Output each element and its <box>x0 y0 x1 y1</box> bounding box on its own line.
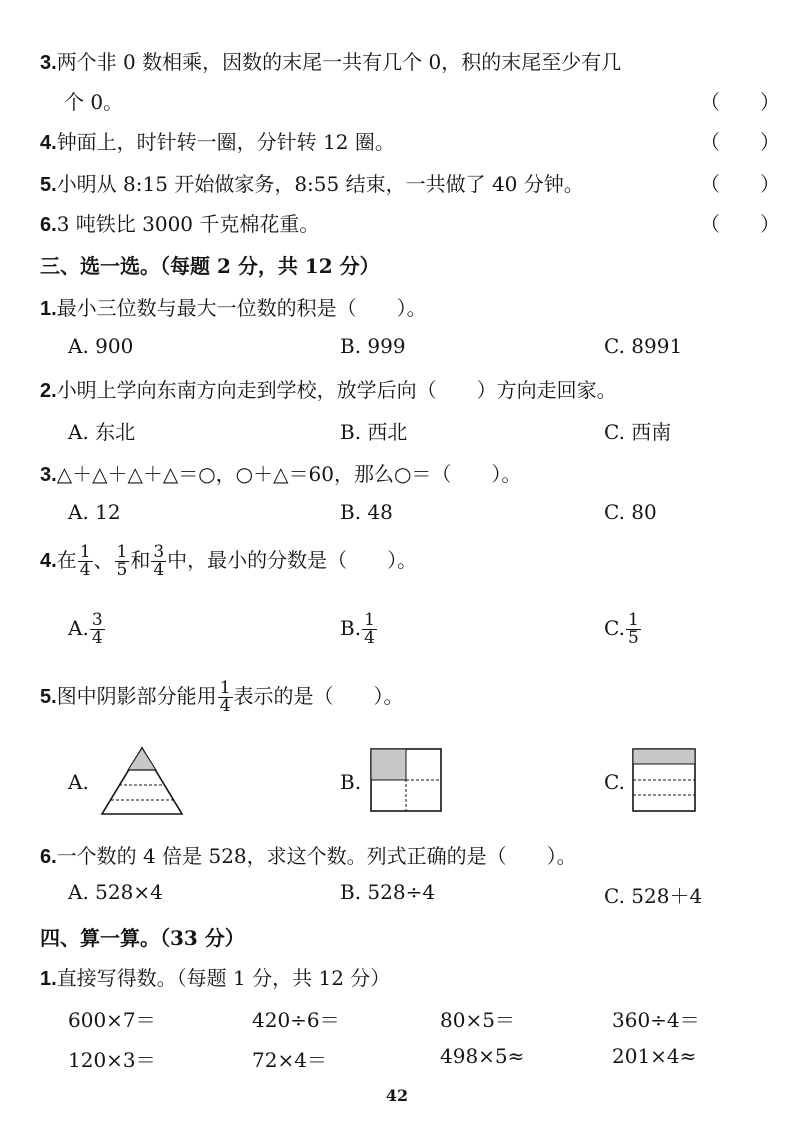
q-number: 5. <box>40 686 57 708</box>
denominator: 4 <box>79 560 91 580</box>
answer-paren[interactable]: （ ） <box>700 212 780 236</box>
numerator: 3 <box>91 610 103 630</box>
triangle-figure <box>100 746 184 816</box>
q-number: 3. <box>40 52 57 74</box>
option-b[interactable]: B. <box>340 770 362 794</box>
answer-paren[interactable]: （ ） <box>700 172 780 196</box>
option-c[interactable]: C. 528＋4 <box>604 884 703 908</box>
square-figure <box>370 748 442 812</box>
denominator: 4 <box>364 628 375 648</box>
fraction <box>115 544 130 579</box>
option-c[interactable]: C. 8991 <box>604 334 683 358</box>
calc-item[interactable]: 80×5＝ <box>440 1008 515 1032</box>
answer-paren[interactable]: （ ） <box>700 130 780 154</box>
calc-item[interactable]: 72×4＝ <box>252 1048 327 1072</box>
option-c[interactable]: C. 80 <box>604 500 657 524</box>
q-text: 最小三位数与最大一位数的积是（ ）。 <box>56 296 427 320</box>
option-a[interactable]: A. 900 <box>68 334 134 358</box>
option-label: B. <box>340 616 362 640</box>
q-text: 小明从 8:15 开始做家务，8:55 结束，一共做了 40 分钟。 <box>56 172 584 196</box>
q-text: 中，最小的分数是（ ）。 <box>167 548 418 572</box>
numerator: 1 <box>219 678 231 698</box>
q-number: 6. <box>40 846 57 868</box>
option-a[interactable]: A. <box>68 770 89 794</box>
choice-q6 <box>40 840 577 869</box>
judge-q3-line2: 个 0。 <box>64 90 124 114</box>
fraction <box>78 544 93 579</box>
numerator: 1 <box>364 610 375 630</box>
section4-title: 四、算一算。（33 分） <box>40 926 245 950</box>
q-number: 3. <box>40 464 57 486</box>
option-a[interactable]: A. 12 <box>68 500 121 524</box>
page-number: 42 <box>385 1086 409 1105</box>
q-text: 图中阴影部分能用 <box>56 684 217 708</box>
option-b[interactable]: B. 48 <box>340 500 393 524</box>
q-text: 在 <box>56 548 77 572</box>
q-text: 直接写得数。（每题 1 分，共 12 分） <box>56 966 391 990</box>
q-text: 钟面上，时针转一圈，分针转 12 圈。 <box>56 130 395 154</box>
fraction <box>362 612 377 647</box>
option-label: A. <box>68 616 89 640</box>
choice-q5 <box>40 680 404 715</box>
numerator: 1 <box>627 610 639 630</box>
answer-paren[interactable]: （ ） <box>700 90 780 114</box>
option-b[interactable] <box>340 612 378 647</box>
q-number: 4. <box>40 550 57 572</box>
denominator: 4 <box>91 628 103 648</box>
numerator: 1 <box>116 542 128 562</box>
judge-q4 <box>40 126 395 155</box>
denominator: 4 <box>153 560 165 580</box>
q-number: 2. <box>40 380 57 402</box>
section3-title: 三、选一选。（每题 2 分，共 12 分） <box>40 254 380 278</box>
judge-q3-line1 <box>40 46 621 75</box>
calc-item[interactable]: 498×5≈ <box>440 1044 525 1068</box>
option-a[interactable] <box>68 612 106 647</box>
option-c[interactable]: C. 西南 <box>604 420 672 444</box>
calc-item[interactable]: 600×7＝ <box>68 1008 156 1032</box>
calc-item[interactable]: 201×4≈ <box>612 1044 697 1068</box>
calc-item[interactable]: 360÷4＝ <box>612 1008 700 1032</box>
calc-q1 <box>40 962 390 991</box>
q-number: 1. <box>40 298 57 320</box>
option-b[interactable]: B. 西北 <box>340 420 408 444</box>
q-number: 6. <box>40 214 57 236</box>
fraction <box>90 612 105 647</box>
choice-q2 <box>40 374 617 403</box>
q-text: 一个数的 4 倍是 528，求这个数。列式正确的是（ ）。 <box>56 844 577 868</box>
fraction <box>626 612 641 647</box>
q-text: 小明上学向东南方向走到学校，放学后向（ ）方向走回家。 <box>56 378 617 402</box>
denominator: 5 <box>627 628 639 648</box>
denominator: 4 <box>219 696 231 716</box>
q-number: 1. <box>40 968 57 990</box>
calc-item[interactable]: 420÷6＝ <box>252 1008 340 1032</box>
option-label: C. <box>604 616 625 640</box>
q-text: 3 吨铁比 3000 千克棉花重。 <box>56 212 320 236</box>
q-text: 两个非 0 数相乘，因数的末尾一共有几个 0，积的末尾至少有几 <box>56 50 622 74</box>
judge-q5 <box>40 168 584 197</box>
rectangle-figure <box>632 748 696 812</box>
option-a[interactable]: A. 东北 <box>68 420 136 444</box>
judge-q6 <box>40 208 319 237</box>
option-b[interactable]: B. 528÷4 <box>340 880 436 904</box>
choice-q3 <box>40 458 521 487</box>
calc-item[interactable]: 120×3＝ <box>68 1048 156 1072</box>
q-text: 和 <box>130 548 151 572</box>
choice-q4 <box>40 544 417 579</box>
option-c[interactable]: C. <box>604 770 625 794</box>
numerator: 1 <box>79 542 91 562</box>
q-text: 表示的是（ ）。 <box>233 684 404 708</box>
option-b[interactable]: B. 999 <box>340 334 406 358</box>
denominator: 5 <box>116 560 128 580</box>
numerator: 3 <box>153 542 165 562</box>
option-c[interactable] <box>604 612 642 647</box>
fraction <box>218 680 233 715</box>
q-number: 5. <box>40 174 57 196</box>
fraction <box>151 544 166 579</box>
choice-q1 <box>40 292 427 321</box>
option-a[interactable]: A. 528×4 <box>68 880 163 904</box>
q-number: 4. <box>40 132 57 154</box>
q-text: 、 <box>93 548 114 572</box>
q-text: △＋△＋△＋△＝○，○＋△＝60，那么○＝（ ）。 <box>56 462 522 486</box>
